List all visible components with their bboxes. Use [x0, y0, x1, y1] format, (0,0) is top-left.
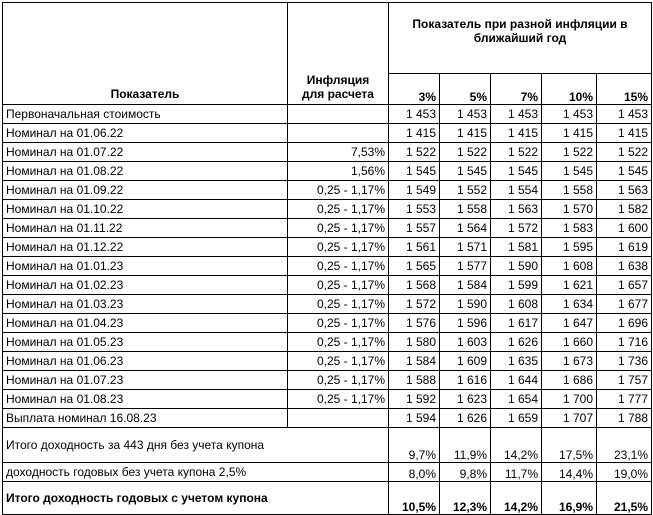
- row-value: 1 415: [440, 124, 491, 143]
- row-label: Номинал на 01.05.23: [3, 333, 288, 352]
- row-value: 1 736: [597, 352, 652, 371]
- row-inflation: 0,25 - 1,17%: [288, 219, 389, 238]
- table-row: [3, 143, 652, 162]
- row-value: 1 553: [389, 200, 440, 219]
- row-value: 1 453: [597, 105, 652, 124]
- row-value: 1 453: [542, 105, 597, 124]
- row-inflation: 0,25 - 1,17%: [288, 371, 389, 390]
- row-value: 1 522: [542, 143, 597, 162]
- row-value: 1 415: [389, 124, 440, 143]
- row-inflation: [288, 124, 389, 143]
- row-value: 1 545: [491, 162, 542, 181]
- row-label: Номинал на 01.07.22: [3, 143, 288, 162]
- row-value: 1 571: [440, 238, 491, 257]
- summary-value: 14,4%: [542, 463, 597, 482]
- row-value: 1 554: [491, 181, 542, 200]
- row-inflation: 0,25 - 1,17%: [288, 276, 389, 295]
- row-inflation: [288, 105, 389, 124]
- row-value: 1 777: [597, 390, 652, 409]
- row-value: 1 545: [542, 162, 597, 181]
- row-value: 1 570: [542, 200, 597, 219]
- summary-label: Итого доходность годовых с учетом купона: [3, 482, 389, 515]
- summary-value: 14,2%: [491, 482, 542, 515]
- row-value: 1 563: [491, 200, 542, 219]
- row-value: 1 582: [597, 200, 652, 219]
- table-row: [3, 295, 652, 314]
- row-value: 1 626: [440, 409, 491, 428]
- table-row: [3, 352, 652, 371]
- table-row: [3, 105, 652, 124]
- row-value: 1 584: [440, 276, 491, 295]
- row-label: Номинал на 01.08.22: [3, 162, 288, 181]
- row-value: 1 558: [542, 181, 597, 200]
- row-value: 1 707: [542, 409, 597, 428]
- scenario-header: 10%: [542, 74, 597, 105]
- row-value: 1 564: [440, 219, 491, 238]
- row-value: 1 590: [440, 295, 491, 314]
- scenario-header: 7%: [491, 74, 542, 105]
- table-row: [3, 181, 652, 200]
- summary-row: [3, 463, 652, 482]
- row-value: 1 788: [597, 409, 652, 428]
- summary-value: 21,5%: [597, 482, 652, 515]
- row-value: 1 557: [389, 219, 440, 238]
- row-label: Номинал на 01.03.23: [3, 295, 288, 314]
- summary-row: [3, 482, 652, 515]
- table-row: [3, 371, 652, 390]
- table-row: [3, 238, 652, 257]
- table-row: [3, 162, 652, 181]
- table-row: [3, 276, 652, 295]
- row-value: 1 561: [389, 238, 440, 257]
- row-value: 1 609: [440, 352, 491, 371]
- table-row: [3, 409, 652, 428]
- row-value: 1 565: [389, 257, 440, 276]
- row-value: 1 583: [542, 219, 597, 238]
- row-value: 1 617: [491, 314, 542, 333]
- row-value: 1 522: [389, 143, 440, 162]
- row-inflation: 0,25 - 1,17%: [288, 257, 389, 276]
- table-row: [3, 219, 652, 238]
- row-label: Номинал на 01.08.23: [3, 390, 288, 409]
- row-value: 1 522: [597, 143, 652, 162]
- row-inflation: 0,25 - 1,17%: [288, 295, 389, 314]
- row-value: 1 590: [491, 257, 542, 276]
- row-value: 1 608: [542, 257, 597, 276]
- row-value: 1 453: [389, 105, 440, 124]
- row-value: 1 700: [542, 390, 597, 409]
- summary-value: 17,5%: [542, 428, 597, 463]
- row-inflation: 0,25 - 1,17%: [288, 200, 389, 219]
- row-value: 1 558: [440, 200, 491, 219]
- summary-value: 16,9%: [542, 482, 597, 515]
- row-value: 1 545: [389, 162, 440, 181]
- row-value: 1 576: [389, 314, 440, 333]
- row-value: 1 572: [491, 219, 542, 238]
- row-label: Номинал на 01.10.22: [3, 200, 288, 219]
- row-value: 1 545: [440, 162, 491, 181]
- row-value: 1 572: [389, 295, 440, 314]
- row-value: 1 453: [440, 105, 491, 124]
- row-value: 1 415: [491, 124, 542, 143]
- row-inflation: 0,25 - 1,17%: [288, 333, 389, 352]
- scenario-header: 3%: [389, 74, 440, 105]
- row-value: 1 594: [389, 409, 440, 428]
- summary-value: 23,1%: [597, 428, 652, 463]
- row-value: 1 552: [440, 181, 491, 200]
- row-value: 1 621: [542, 276, 597, 295]
- row-label: Первоначальная стоимость: [3, 105, 288, 124]
- row-value: 1 616: [440, 371, 491, 390]
- row-value: 1 549: [389, 181, 440, 200]
- summary-value: 11,9%: [440, 428, 491, 463]
- row-inflation: 7,53%: [288, 143, 389, 162]
- row-value: 1 659: [491, 409, 542, 428]
- row-value: 1 599: [491, 276, 542, 295]
- row-value: 1 545: [597, 162, 652, 181]
- summary-value: 14,2%: [491, 428, 542, 463]
- summary-value: 8,0%: [389, 463, 440, 482]
- row-value: 1 757: [597, 371, 652, 390]
- row-value: 1 522: [491, 143, 542, 162]
- summary-body: [3, 428, 652, 515]
- summary-value: 9,7%: [389, 428, 440, 463]
- row-value: 1 644: [491, 371, 542, 390]
- row-value: 1 623: [440, 390, 491, 409]
- row-value: 1 626: [491, 333, 542, 352]
- summary-label: Итого доходность за 443 дня без учета купона: [3, 428, 389, 463]
- row-value: 1 608: [491, 295, 542, 314]
- row-inflation: 0,25 - 1,17%: [288, 390, 389, 409]
- table-row: [3, 124, 652, 143]
- row-value: 1 563: [597, 181, 652, 200]
- row-inflation: [288, 409, 389, 428]
- row-value: 1 600: [597, 219, 652, 238]
- row-value: 1 592: [389, 390, 440, 409]
- row-value: 1 716: [597, 333, 652, 352]
- indicator-header: Показатель: [3, 3, 288, 105]
- row-label: Номинал на 01.09.22: [3, 181, 288, 200]
- summary-value: 11,7%: [491, 463, 542, 482]
- row-inflation: 1,56%: [288, 162, 389, 181]
- summary-value: 10,5%: [389, 482, 440, 515]
- row-value: 1 677: [597, 295, 652, 314]
- row-value: 1 588: [389, 371, 440, 390]
- summary-value: 9,8%: [440, 463, 491, 482]
- row-label: Номинал на 01.07.23: [3, 371, 288, 390]
- row-label: Выплата номинал 16.08.23: [3, 409, 288, 428]
- scenario-header: 15%: [597, 74, 652, 105]
- row-value: 1 581: [491, 238, 542, 257]
- table-row: [3, 314, 652, 333]
- row-value: 1 596: [440, 314, 491, 333]
- scenario-group-header: Показатель при разной инфляции в ближайший год: [389, 3, 652, 74]
- row-value: 1 415: [597, 124, 652, 143]
- row-label: Номинал на 01.06.23: [3, 352, 288, 371]
- summary-label: доходность годовых без учета купона 2,5%: [3, 463, 389, 482]
- row-value: 1 577: [440, 257, 491, 276]
- row-value: 1 647: [542, 314, 597, 333]
- row-label: Номинал на 01.01.23: [3, 257, 288, 276]
- row-value: 1 654: [491, 390, 542, 409]
- row-value: 1 660: [542, 333, 597, 352]
- table-row: [3, 200, 652, 219]
- row-value: 1 696: [597, 314, 652, 333]
- summary-row: [3, 428, 652, 463]
- scenario-header: 5%: [440, 74, 491, 105]
- row-label: Номинал на 01.02.23: [3, 276, 288, 295]
- table-body: [3, 105, 652, 428]
- row-value: 1 634: [542, 295, 597, 314]
- inflation-header: [288, 3, 389, 105]
- row-value: 1 453: [491, 105, 542, 124]
- row-value: 1 638: [597, 257, 652, 276]
- row-label: Номинал на 01.11.22: [3, 219, 288, 238]
- row-value: 1 657: [597, 276, 652, 295]
- row-value: 1 522: [440, 143, 491, 162]
- table-row: [3, 333, 652, 352]
- row-inflation: 0,25 - 1,17%: [288, 352, 389, 371]
- row-value: 1 635: [491, 352, 542, 371]
- inflation-header-text: Инфляция для расчета: [302, 73, 374, 101]
- inflation-scenarios-table: [2, 2, 652, 515]
- row-value: 1 580: [389, 333, 440, 352]
- table-row: [3, 390, 652, 409]
- row-label: Номинал на 01.12.22: [3, 238, 288, 257]
- row-value: 1 686: [542, 371, 597, 390]
- row-value: 1 415: [542, 124, 597, 143]
- row-inflation: 0,25 - 1,17%: [288, 238, 389, 257]
- row-value: 1 595: [542, 238, 597, 257]
- row-value: 1 603: [440, 333, 491, 352]
- row-value: 1 568: [389, 276, 440, 295]
- summary-value: 19,0%: [597, 463, 652, 482]
- row-label: Номинал на 01.06.22: [3, 124, 288, 143]
- row-inflation: 0,25 - 1,17%: [288, 314, 389, 333]
- row-label: Номинал на 01.04.23: [3, 314, 288, 333]
- row-value: 1 584: [389, 352, 440, 371]
- row-inflation: 0,25 - 1,17%: [288, 181, 389, 200]
- table-row: [3, 257, 652, 276]
- summary-value: 12,3%: [440, 482, 491, 515]
- row-value: 1 673: [542, 352, 597, 371]
- row-value: 1 619: [597, 238, 652, 257]
